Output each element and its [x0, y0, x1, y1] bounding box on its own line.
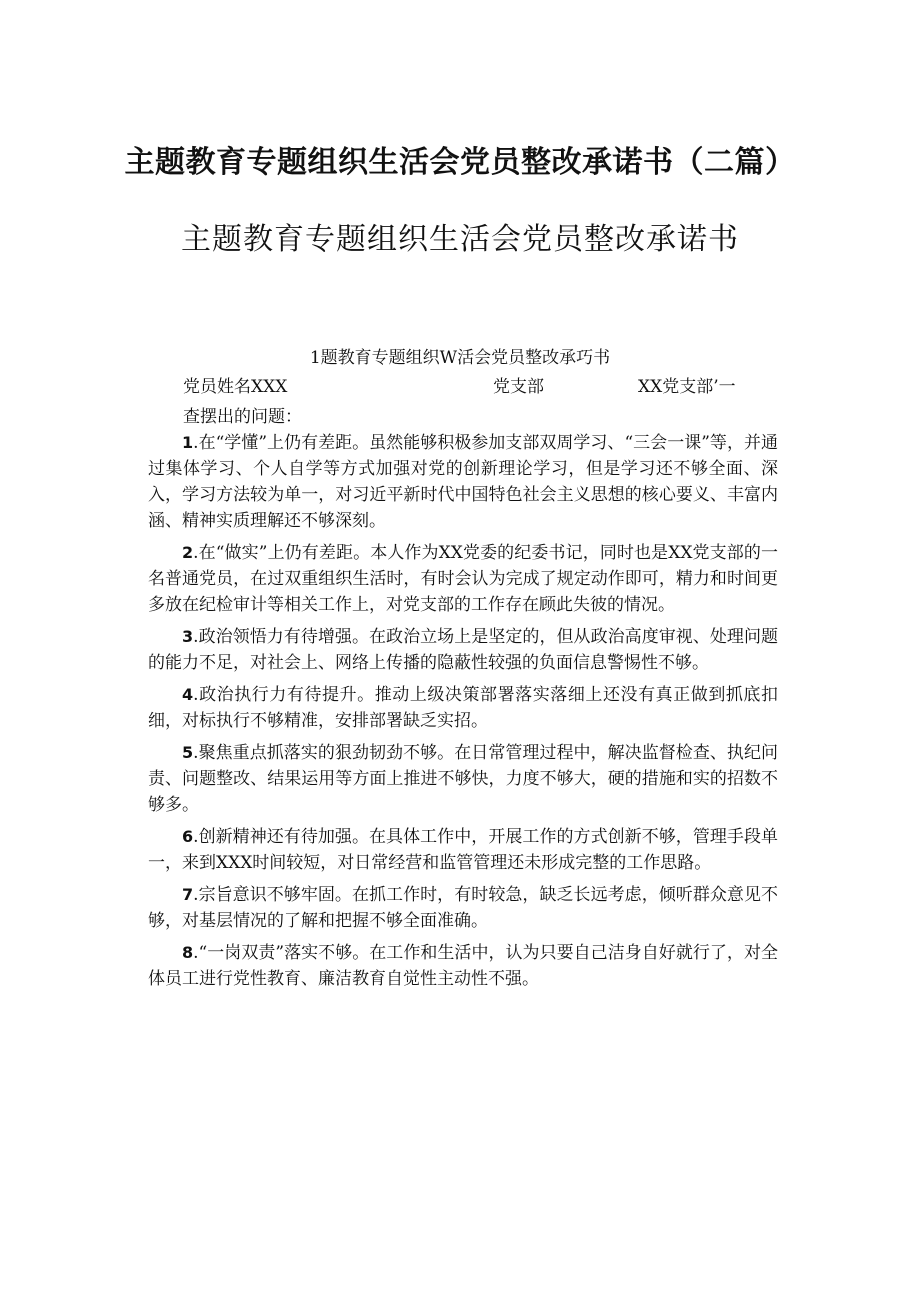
issue-item — [148, 682, 778, 734]
issue-item — [148, 824, 778, 876]
issue-text: .在“学懂”上仍有差距。虽然能够积极参加支部双周学习、“三会一课”等，并通过集体学习、个人自学等方式加强对党的创新理论学习，但是学习还不够全面、深入，学习方法较为单一，对习近平新时代中国特色社会主义思想的核心要义、丰富内涵、精神实质理解还不够深刻。 — [148, 433, 778, 531]
problems-label: 查摆出的问题： — [183, 407, 302, 427]
issue-number: 7 — [182, 885, 194, 904]
issue-text: .政治执行力有待提升。推动上级决策部署落实落细上还没有真正做到抓底扣细，对标执行不够精准，安排部署缺乏实招。 — [148, 685, 778, 731]
issue-item — [148, 882, 778, 934]
branch-value: XX党支部’一 — [638, 377, 736, 397]
document-main-title: 主题教育专题组织生活会党员整改承诺书（二篇） — [124, 145, 796, 180]
issue-item — [148, 940, 778, 992]
issue-text: .“一岗双责”落实不够。在工作和生活中，认为只要自己洁身自好就行了，对全体员工进行党性教育、廉洁教育自觉性主动性不强。 — [148, 943, 778, 989]
issue-item — [148, 624, 778, 676]
issue-number: 6 — [182, 827, 194, 846]
issue-item — [148, 540, 778, 618]
branch-label: 党支部 — [493, 377, 544, 397]
issue-text: .宗旨意识不够牢固。在抓工作时，有时较急，缺乏长远考虑，倾听群众意见不够，对基层情况的了解和把握不够全面准确。 — [148, 885, 778, 931]
document-sub-title: 主题教育专题组织生活会党员整改承诺书 — [181, 222, 739, 257]
issue-text: .创新精神还有待加强。在具体工作中，开展工作的方式创新不够，管理手段单一，来到XXX时间较短，对日常经营和监管管理还未形成完整的工作思路。 — [148, 827, 778, 873]
issue-number: 4 — [182, 685, 194, 704]
issue-text: .政治领悟力有待增强。在政治立场上是坚定的，但从政治高度审视、处理问题的能力不足，对社会上、网络上传播的隐蔽性较强的负面信息警惕性不够。 — [148, 627, 778, 673]
issue-number: 3 — [182, 627, 194, 646]
commitment-heading: 1题教育专题组织W活会党员整改承巧书 — [309, 348, 611, 368]
issues-list — [148, 430, 778, 998]
issue-text: .在“做实”上仍有差距。本人作为XX党委的纪委书记，同时也是XX党支部的一名普通党员，在过双重组织生活时，有时会认为完成了规定动作即可，精力和时间更多放在纪检审计等相关工作上，对党支部的工作存在顾此失彼的情况。 — [148, 543, 778, 615]
issue-number: 2 — [182, 543, 194, 562]
issue-text: .聚焦重点抓落实的狠劲韧劲不够。在日常管理过程中，解决监督检查、执纪问责、问题整改、结果运用等方面上推进不够快，力度不够大，硬的措施和实的招数不够多。 — [148, 743, 778, 815]
issue-item — [148, 430, 778, 534]
issue-number: 1 — [182, 433, 194, 452]
issue-number: 5 — [182, 743, 194, 762]
member-name: 党员姓名XXX — [183, 377, 288, 397]
member-info-row — [183, 375, 753, 399]
issue-number: 8 — [182, 943, 194, 962]
issue-item — [148, 740, 778, 818]
